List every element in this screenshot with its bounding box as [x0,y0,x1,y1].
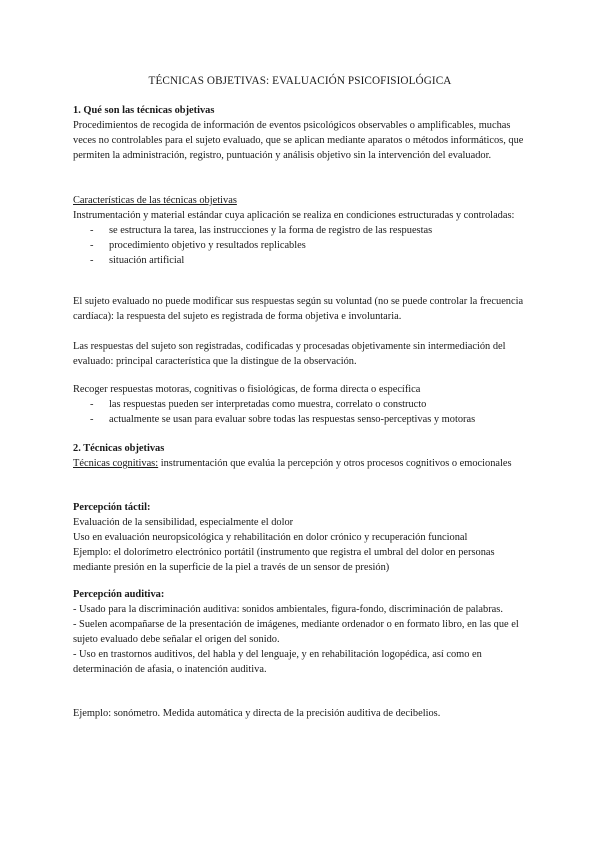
page-title: TÉCNICAS OBJETIVAS: EVALUACIÓN PSICOFISIOLÓGICA [148,75,452,87]
section-what-are-objective-techniques [73,103,528,163]
paragraph-involuntary-response [73,294,528,324]
cognitive-techniques-label: Técnicas cognitivas: [73,458,159,469]
section-heading: 1. Qué son las técnicas objetivas [73,105,215,116]
paragraph: Evaluación de la sensibilidad, especialmente el dolor [73,517,294,528]
paragraph-example-sonometer [73,706,528,721]
paragraph: Procedimientos de recogida de información de eventos psicológicos observables o amplificables, muchas veces no controlables para el sujeto evaluado, que se aplican mediante aparatos o métodos informáticos, que permiten la administración, registro, puntuación y análisis objetivo sin la intervención del evaluador. [73,120,524,161]
subsection-heading: Percepción táctil: [73,502,151,513]
section-objective-techniques [73,441,528,471]
bullet-list [73,223,528,268]
bullet-list [73,397,528,427]
section-characteristics [73,193,528,268]
section-auditory-perception [73,587,528,677]
paragraph: Recoger respuestas motoras, cognitivas o fisiológicas, de forma directa o específica [73,384,421,395]
subsection-heading: Percepción auditiva: [73,589,165,600]
cognitive-techniques-text: instrumentación que evalúa la percepción y otros procesos cognitivos o emocionales [158,458,512,469]
paragraph: - Usado para la discriminación auditiva: sonidos ambientales, figura-fondo, discriminación de palabras. [73,604,503,615]
list-item: - situación artificial [73,253,528,268]
paragraph-registered-responses [73,339,528,369]
section-tactile-perception [73,500,528,575]
paragraph: Uso en evaluación neuropsicológica y rehabilitación en dolor crónico y recuperación funcional [73,532,468,543]
paragraph: - Suelen acompañarse de la presentación de imágenes, mediante ordenador o en formato libro, en las que el sujeto evaluado debe señalar el origen del sonido. [73,619,519,645]
paragraph: Ejemplo: sonómetro. Medida automática y directa de la precisión auditiva de decibelios. [73,708,441,719]
paragraph-collect-responses [73,382,528,427]
paragraph: Las respuestas del sujeto son registradas, codificadas y procesadas objetivamente sin intermediación del evaluado: principal característica que la distingue de la observación. [73,341,506,367]
list-item: - actualmente se usan para evaluar sobre todas las respuestas senso-perceptivas y motoras [73,412,528,427]
paragraph [73,456,528,471]
list-item: - procedimiento objetivo y resultados replicables [73,238,528,253]
list-item: - las respuestas pueden ser interpretadas como muestra, correlato o constructo [73,397,528,412]
section-heading: 2. Técnicas objetivas [73,443,165,454]
paragraph: - Uso en trastornos auditivos, del habla y del lenguaje, y en rehabilitación logopédica, así como en determinación de afasia, o inatención auditiva. [73,649,482,675]
paragraph: El sujeto evaluado no puede modificar sus respuestas según su voluntad (no se puede controlar la frecuencia cardíaca): la respuesta del sujeto es registrada de forma objetiva e involuntaria. [73,296,524,322]
paragraph: Ejemplo: el dolorímetro electrónico portátil (instrumento que registra el umbral del dolor en personas mediante presión en la superficie de la piel a través de un sensor de presión) [73,547,495,573]
list-item: - se estructura la tarea, las instrucciones y la forma de registro de las respuestas [73,223,528,238]
subsection-heading: Características de las técnicas objetivas [73,195,237,206]
paragraph: Instrumentación y material estándar cuya aplicación se realiza en condiciones estructuradas y controladas: [73,210,515,221]
